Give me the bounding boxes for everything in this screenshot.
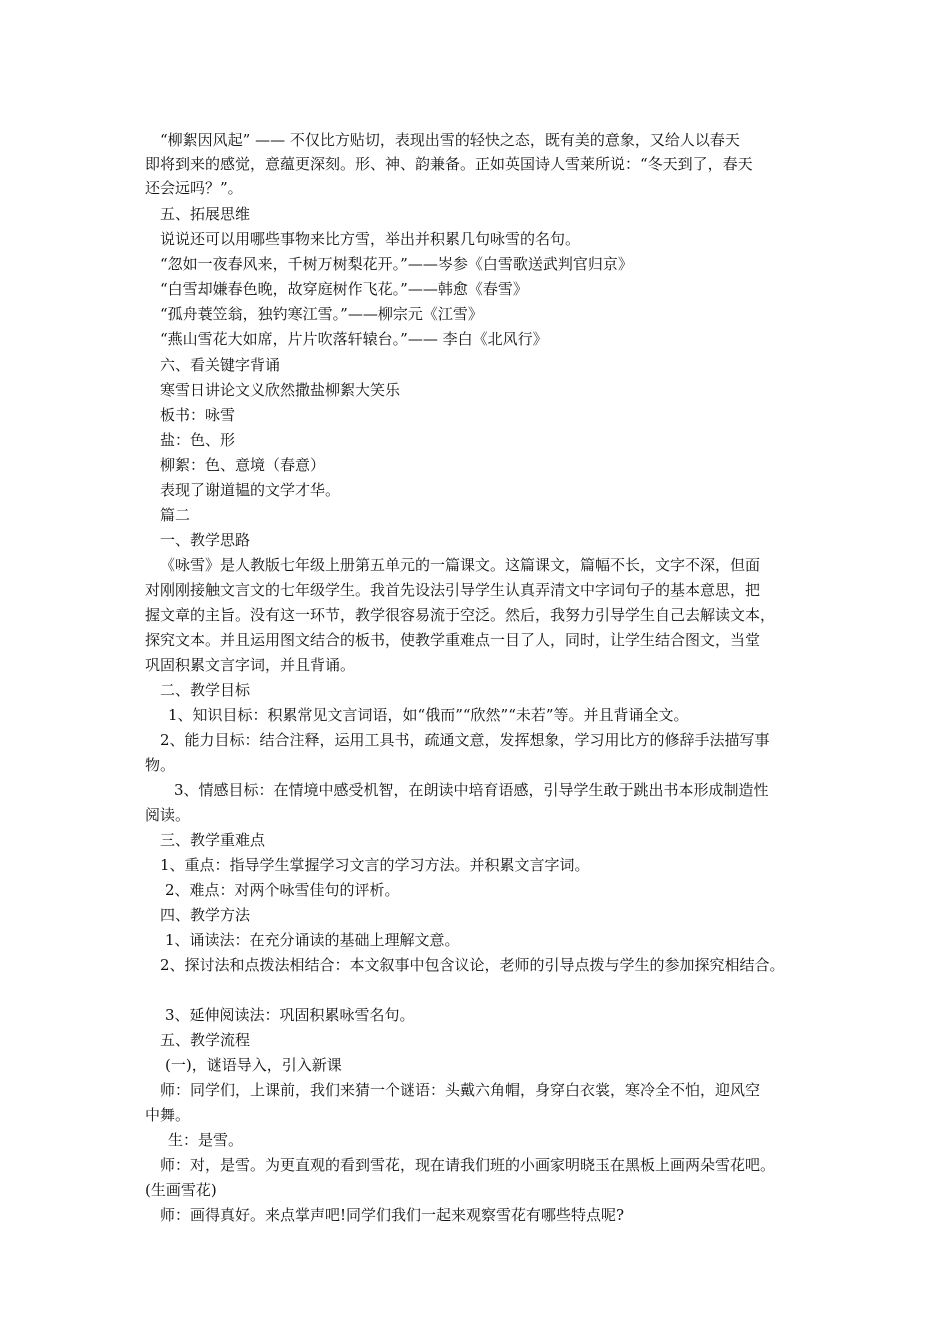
- quote-line: “燕山雪花大如席，片片吹落轩辕台。”—— 李白《北风行》: [160, 330, 548, 348]
- text-line: 1、诵读法：在充分诵读的基础上理解文意。: [165, 931, 460, 949]
- text-line: 物。: [145, 756, 176, 774]
- text-line: 探究文本。并且运用图文结合的板书，使教学重难点一目了人，同时，让学生结合图文，当堂: [145, 631, 761, 649]
- text-line: 中舞。: [145, 1106, 191, 1124]
- text-line: 板书：咏雪: [160, 406, 236, 424]
- subsection-heading: (一)，谜语导入，引入新课: [165, 1056, 342, 1074]
- text-line: 2、能力目标：结合注释，运用工具书，疏通文意，发挥想象，学习用比方的修辞手法描写事: [160, 731, 770, 749]
- text-line: 说说还可以用哪些事物来比方雪，举出并积累几句咏雪的名句。: [160, 230, 581, 248]
- quote-line: “孤舟蓑笠翁，独钓寒江雪。”——柳宗元《江雪》: [160, 305, 483, 323]
- text-line: 寒雪日讲论文义欣然撒盐柳絮大笑乐: [160, 381, 401, 399]
- text-line: 师：对，是雪。为更直观的看到雪花，现在请我们班的小画家明晓玉在黑板上画两朵雪花吧。: [160, 1156, 776, 1174]
- text-line: 师：画得真好。来点掌声吧!同学们我们一起来观察雪花有哪些特点呢?: [160, 1206, 625, 1224]
- text-line: 师：同学们，上课前，我们来猜一个谜语：头戴六角帽，身穿白衣裳，寒冷全不怕，迎风空: [160, 1081, 761, 1099]
- text-line: 2、难点：对两个咏雪佳句的评析。: [165, 881, 400, 899]
- text-line: 3、情感目标：在情境中感受机智，在朗读中培育语感，引导学生敢于跳出书本形成制造性: [174, 781, 769, 799]
- section-heading: 五、拓展思维: [160, 205, 251, 223]
- quote-line: “忽如一夜春风来，千树万树梨花开。”——岑参《白雪歌送武判官归京》: [160, 255, 633, 273]
- text-line: 柳絮：色、意境（春意）: [160, 456, 326, 474]
- text-line: 生：是雪。: [168, 1131, 244, 1149]
- text-line: 《咏雪》是人教版七年级上册第五单元的一篇课文。这篇课文，篇幅不长，文字不深，但面: [160, 556, 761, 574]
- text-line: 即将到来的感觉，意蕴更深刻。形、神、韵兼备。正如英国诗人雪莱所说：“冬天到了，春天: [145, 155, 753, 173]
- text-line: “柳絮因风起” —— 不仅比方贴切，表现出雪的轻快之态，既有美的意象，又给人以春天: [160, 131, 740, 149]
- section-heading: 六、看关键字背诵: [160, 356, 281, 374]
- section-heading: 三、教学重难点: [160, 831, 266, 849]
- text-line: 巩固积累文言字词，并且背诵。: [145, 656, 356, 674]
- section-heading: 篇二: [160, 506, 191, 524]
- section-heading: 一、教学思路: [160, 531, 251, 549]
- text-line: 还会远吗？”。: [145, 179, 243, 197]
- text-line: 3、延伸阅读法：巩固积累咏雪名句。: [165, 1006, 415, 1024]
- text-line: 2、探讨法和点拨法相结合：本文叙事中包含议论，老师的引导点拨与学生的参加探究相结合。: [160, 956, 785, 974]
- section-heading: 二、教学目标: [160, 681, 251, 699]
- text-line: 握文章的主旨。没有这一环节，教学很容易流于空泛。然后，我努力引导学生自己去解读文本，: [145, 606, 776, 624]
- text-line: 1、重点：指导学生掌握学习文言的学习方法。并积累文言字词。: [160, 856, 590, 874]
- section-heading: 五、教学流程: [160, 1031, 251, 1049]
- text-line: 表现了谢道韫的文学才华。: [160, 481, 341, 499]
- section-heading: 四、教学方法: [160, 906, 251, 924]
- text-line: 阅读。: [145, 806, 191, 824]
- quote-line: “白雪却嫌春色晚，故穿庭树作飞花。”——韩愈《春雪》: [160, 280, 528, 298]
- text-line: 1、知识目标：积累常见文言词语，如“俄而”“欣然”“未若”等。并且背诵全文。: [168, 706, 689, 724]
- text-line: 对刚刚接触文言文的七年级学生。我首先设法引导学生认真弄清文中字词句子的基本意思，把: [145, 581, 761, 599]
- text-line: (生画雪花): [145, 1181, 217, 1199]
- text-line: 盐：色、形: [160, 431, 236, 449]
